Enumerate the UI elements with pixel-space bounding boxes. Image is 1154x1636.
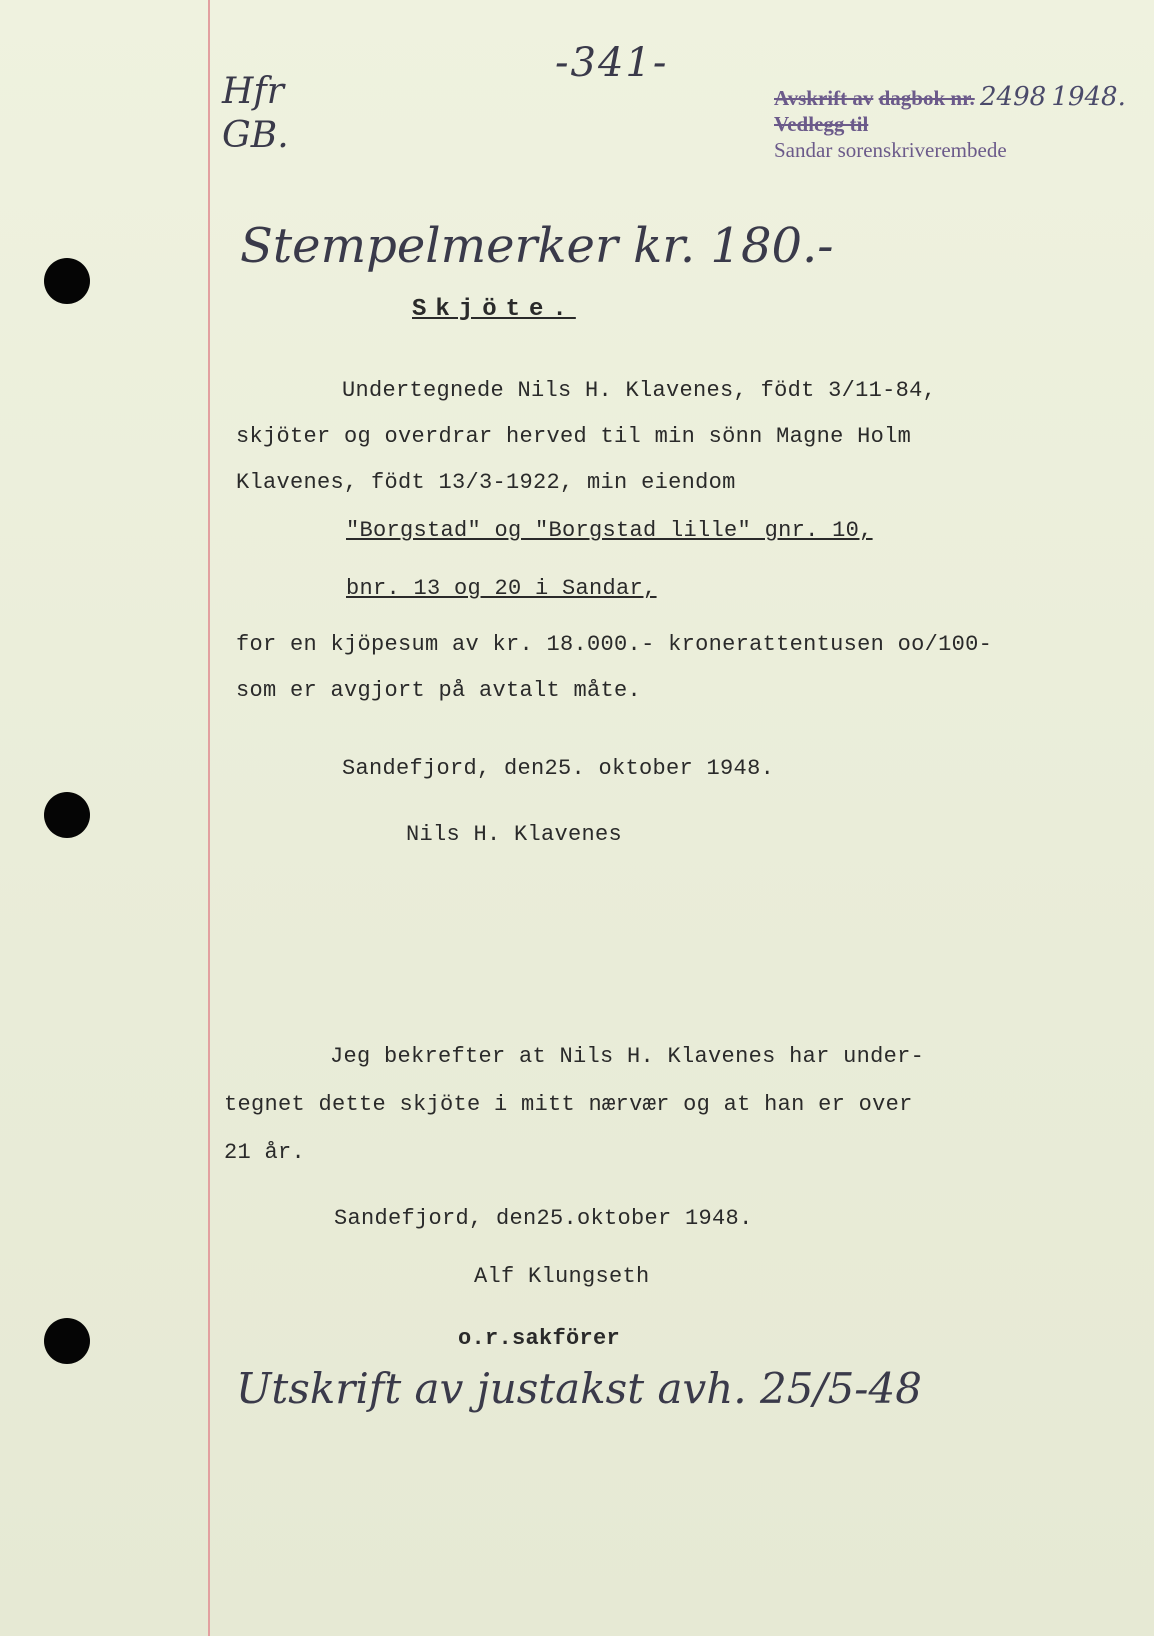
page-number: -341- [555,40,669,86]
punch-hole [44,258,90,304]
punch-hole [44,1318,90,1364]
price-line1: for en kjöpesum av kr. 18.000.- kronerattentusen oo/100- [236,632,993,657]
para1-line3: Klavenes, födt 13/3-1922, min eiendom [236,470,736,495]
property-line1: "Borgstad" og "Borgstad lille" gnr. 10, [346,518,873,543]
document-title: Skjöte. [412,296,576,323]
bottom-handwritten-note: Utskrift av justakst avh. 25/5-48 [236,1364,922,1413]
signature-2-title: o.r.sakförer [458,1326,621,1351]
place-date-1: Sandefjord, den25. oktober 1948. [342,756,775,781]
para1-line2: skjöter og overdrar herved til min sönn Magne Holm [236,424,912,449]
witness-line1: Jeg bekrefter at Nils H. Klavenes har under- [330,1044,925,1069]
punch-hole [44,792,90,838]
property-line2: bnr. 13 og 20 i Sandar, [346,576,657,601]
stamp-avskrift: Avskrift av [774,86,874,110]
stamp-line-1 [774,84,1126,111]
signature-1: Nils H. Klavenes [406,822,623,847]
para1-line1: Undertegnede Nils H. Klavenes, födt 3/11-84, [342,378,937,403]
signature-2: Alf Klungseth [474,1264,650,1289]
price-line2: som er avgjort på avtalt måte. [236,678,642,703]
stamp-year: 1948. [1051,82,1126,112]
place-date-2: Sandefjord, den25.oktober 1948. [334,1206,753,1231]
initials-line-2: GB. [222,115,289,156]
witness-line2: tegnet dette skjöte i mitt nærvær og at han er over [224,1092,913,1117]
registry-stamp [774,84,1126,163]
margin-line [208,0,210,1636]
handwritten-initials [222,70,289,158]
stamp-number: 2498 [979,82,1047,112]
witness-line3: 21 år. [224,1140,306,1165]
stamp-line-3: Sandar sorenskriverembede [774,138,1007,162]
stamp-fee-note: Stempelmerker kr. 180.- [240,218,834,274]
initials-line-1: Hfr [222,71,284,112]
stamp-dagbok: dagbok nr. [878,86,975,110]
stamp-line-2: Vedlegg til [774,112,869,136]
